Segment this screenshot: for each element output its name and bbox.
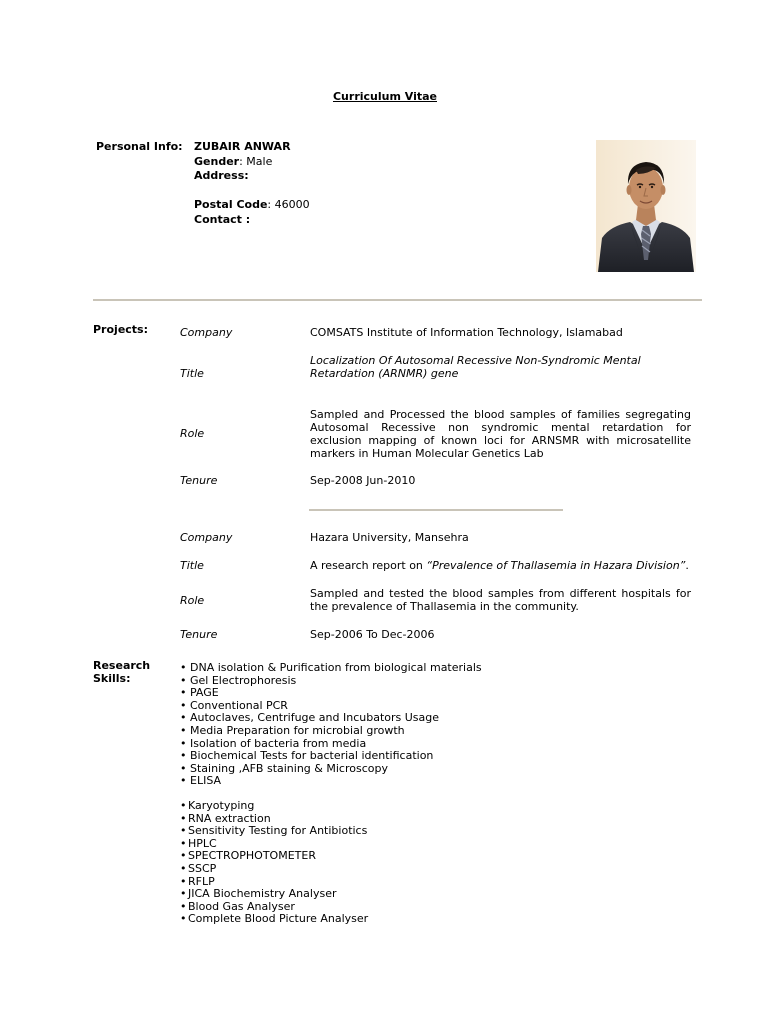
skill-text: Autoclaves, Centrifuge and Incubators Usage: [190, 711, 440, 725]
gender-value: : Male: [239, 155, 273, 168]
bullet-icon: •: [180, 861, 187, 875]
skill-text: PAGE: [190, 686, 219, 700]
document-title: Curriculum Vitae: [332, 90, 437, 103]
personal-info-label: Personal Info:: [96, 140, 183, 153]
project-1-title-label: Title: [180, 367, 204, 380]
bullet-icon: •: [180, 761, 187, 775]
skill-text: Media Preparation for microbial growth: [190, 723, 405, 737]
bullet-icon: •: [180, 673, 187, 687]
skill-text: SSCP: [188, 861, 217, 875]
bullet-icon: •: [180, 774, 187, 788]
skill-item: [180, 763, 482, 776]
bullet-icon: •: [180, 912, 187, 926]
skill-text: SPECTROPHOTOMETER: [188, 849, 316, 863]
project-1-role-label: Role: [180, 427, 205, 440]
skill-text: Sensitivity Testing for Antibiotics: [188, 824, 368, 838]
bullet-icon: •: [180, 799, 187, 812]
skill-text: Staining ,AFB staining & Microscopy: [190, 761, 388, 775]
project-2-title-emphasis: “Prevalence of Thallasemia in Hazara Division”: [426, 559, 686, 572]
skill-item: [180, 675, 482, 688]
research-skills-label-line1: Research: [93, 659, 151, 672]
skill-text: JICA Biochemistry Analyser: [188, 887, 337, 901]
bullet-icon: •: [180, 899, 187, 913]
skill-text: Biochemical Tests for bacterial identification: [190, 749, 434, 763]
project-divider: [309, 509, 563, 511]
skill-text: HPLC: [188, 836, 217, 850]
project-2-title-label: Title: [180, 559, 204, 572]
bullet-icon: •: [180, 811, 187, 825]
skill-text: ELISA: [190, 774, 222, 788]
contact-label: Contact :: [194, 213, 251, 226]
skill-text: Conventional PCR: [190, 698, 288, 712]
postal-line: [194, 198, 310, 211]
bullet-icon: •: [180, 824, 187, 838]
skill-text: RNA extraction: [188, 811, 271, 825]
projects-label: Projects:: [93, 323, 148, 336]
project-2-tenure: Sep-2006 To Dec-2006: [310, 628, 435, 641]
research-skills-label-line2: Skills:: [93, 672, 131, 685]
postal-value: : 46000: [267, 198, 310, 211]
project-1-tenure-label: Tenure: [180, 474, 218, 487]
skill-text: Karyotyping: [188, 799, 255, 812]
bullet-icon: •: [180, 836, 187, 850]
project-2-title-prefix: A research report on: [310, 559, 427, 572]
section-divider: [93, 299, 702, 301]
bullet-icon: •: [180, 874, 187, 888]
skills-list-primary: [180, 662, 482, 788]
skill-text: DNA isolation & Purification from biological materials: [190, 661, 482, 674]
bullet-icon: •: [180, 711, 187, 725]
project-1-company-label: Company: [180, 326, 233, 339]
bullet-icon: •: [180, 736, 187, 750]
project-2-company: Hazara University, Mansehra: [310, 531, 469, 544]
address-label: Address:: [194, 169, 249, 182]
bullet-icon: •: [180, 887, 187, 901]
bullet-icon: •: [180, 661, 187, 674]
project-2-role: Sampled and tested the blood samples from different hospitals for the prevalence of Thallasemia in the community.: [310, 587, 691, 613]
gender-label: Gender: [194, 155, 240, 168]
project-1-title: Localization Of Autosomal Recessive Non-Syndromic Mental Retardation (ARNMR) gene: [310, 354, 641, 380]
project-1-role: Sampled and Processed the blood samples of families segregating Autosomal Recessive non syndromic mental retardation for exclusion mapping of known loci for ARNSMR with microsatellite markers in Human Molecular Genetics Lab: [310, 408, 691, 460]
project-2-role-label: Role: [180, 594, 205, 607]
skill-text: Isolation of bacteria from media: [190, 736, 367, 750]
profile-photo: [596, 140, 696, 272]
project-2-tenure-label: Tenure: [180, 628, 218, 641]
skill-item: [180, 775, 482, 788]
project-2-company-label: Company: [180, 531, 233, 544]
skill-text: Complete Blood Picture Analyser: [188, 912, 369, 926]
project-2-title: [310, 559, 691, 572]
postal-label: Postal Code: [194, 198, 268, 211]
skill-item: [180, 913, 368, 926]
candidate-name: ZUBAIR ANWAR: [194, 140, 291, 153]
project-1-company: COMSATS Institute of Information Technology, Islamabad: [310, 326, 623, 339]
skill-text: Blood Gas Analyser: [188, 899, 295, 913]
bullet-icon: •: [180, 686, 187, 700]
gender-line: [194, 155, 272, 168]
bullet-icon: •: [180, 849, 187, 863]
skill-text: Gel Electrophoresis: [190, 673, 297, 687]
bullet-icon: •: [180, 698, 187, 712]
skill-text: RFLP: [188, 874, 215, 888]
bullet-icon: •: [180, 749, 187, 763]
research-skills-label: [93, 659, 150, 685]
project-2-title-suffix: .: [685, 559, 689, 572]
bullet-icon: •: [180, 723, 187, 737]
project-1-tenure: Sep-2008 Jun-2010: [310, 474, 416, 487]
skills-list-secondary: [180, 800, 368, 926]
